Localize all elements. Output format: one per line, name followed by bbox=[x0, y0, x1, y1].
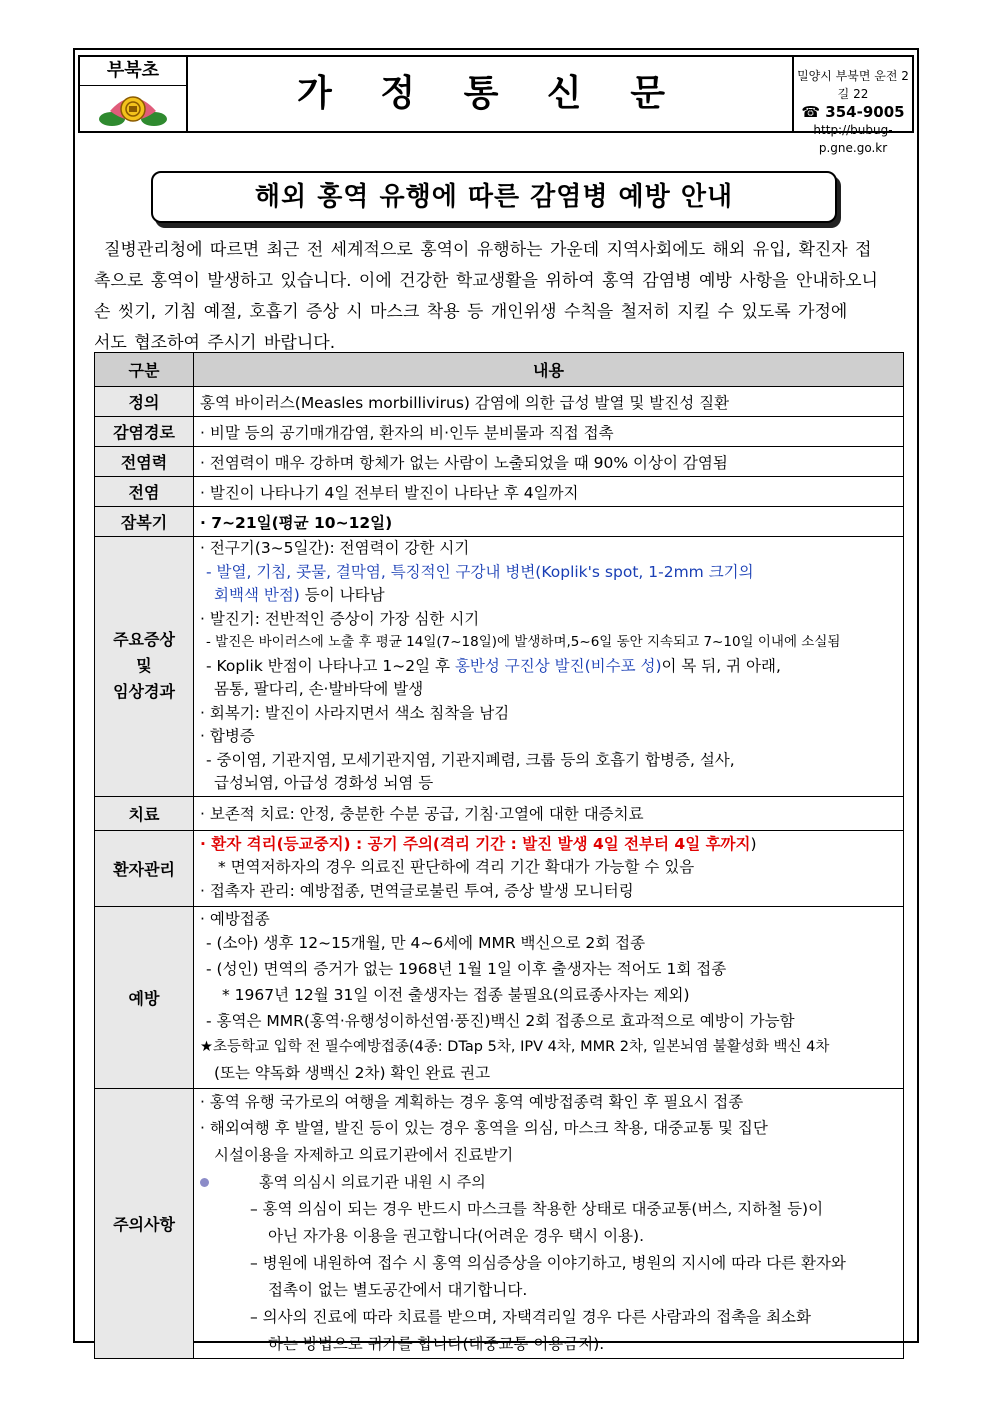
text-line: 아닌 자가용 이용을 권고합니다(어려운 경우 택시 이용). bbox=[268, 1226, 644, 1245]
text-span: · 환자 격리(등교중지) : 공기 주의(격리 기간 : 발진 발생 4일 전부터 4일 후까지 bbox=[200, 834, 751, 853]
notice-title-banner: 해외 홍역 유행에 따른 감염병 예방 안내 bbox=[151, 171, 837, 223]
text-line: · 합병증 bbox=[200, 727, 255, 745]
row-content bbox=[194, 1088, 904, 1358]
label-line: 주요증상 bbox=[113, 630, 175, 650]
text-line: * 1967년 12월 31일 이전 출생자는 접종 불필요(의료종사자는 제외) bbox=[222, 986, 690, 1004]
table-row bbox=[95, 417, 904, 447]
text-line: - (소아) 생후 12~15개월, 만 4~6세에 MMR 백신으로 2회 접종 bbox=[206, 934, 646, 952]
text-line: 급성뇌염, 아급성 경화성 뇌염 등 bbox=[214, 774, 434, 792]
row-content: · 비말 등의 공기매개감염, 환자의 비·인두 분비물과 직접 접촉 bbox=[194, 417, 904, 447]
table-row bbox=[95, 1088, 904, 1358]
row-content: · 전염력이 매우 강하며 항체가 없는 사람이 노출되었을 때 90% 이상이 감염됨 bbox=[194, 447, 904, 477]
school-name: 부북초 bbox=[80, 57, 186, 86]
school-url[interactable]: http://bubug-p.gne.go.kr bbox=[813, 123, 893, 155]
text-line bbox=[200, 833, 897, 857]
row-content: · 발진이 나타나기 4일 전부터 발진이 나타난 후 4일까지 bbox=[194, 477, 904, 507]
bullet-dot-icon bbox=[200, 1178, 209, 1187]
text-span: 이 목 뒤, 귀 아래, bbox=[661, 656, 781, 675]
newsletter-title: 가 정 통 신 문 bbox=[188, 57, 794, 131]
text-span: - Koplik 반점이 나타나고 1~2일 후 bbox=[206, 656, 455, 675]
intro-line: 손 씻기, 기침 예절, 호흡기 증상 시 마스크 착용 등 개인위생 수칙을 철저히 지킬 수 있도록 가정에 bbox=[94, 302, 848, 322]
school-phone: ☎ 354-9005 bbox=[801, 103, 905, 121]
text-line: · 예방접종 bbox=[200, 910, 270, 928]
text-line: - 홍역은 MMR(홍역·유행성이하선염·풍진)백신 2회 접종으로 효과적으로 예방이 가능함 bbox=[206, 1012, 795, 1030]
text-line: – 홍역 의심이 되는 경우 반드시 마스크를 착용한 상태로 대중교통(버스, 지하철 등)이 bbox=[250, 1199, 824, 1218]
row-content bbox=[194, 906, 904, 1088]
text-line: ★초등학교 입학 전 필수예방접종(4종: DTap 5차, IPV 4차, MMR 2차, 일본뇌염 불활성화 백신 4차 bbox=[200, 1039, 830, 1055]
intro-line: 서도 협조하여 주시기 바랍니다. bbox=[94, 333, 336, 353]
table-header-row bbox=[95, 353, 904, 387]
label-line: 및 bbox=[136, 656, 152, 676]
row-label: 전염 bbox=[95, 477, 194, 507]
row-content: · 7~21일(평균 10~12일) bbox=[194, 507, 904, 537]
row-label bbox=[95, 537, 194, 797]
text-line: 몸통, 팔다리, 손·발바닥에 발생 bbox=[214, 680, 424, 698]
row-label: 잠복기 bbox=[95, 507, 194, 537]
text-line: – 병원에 내원하여 접수 시 홍역 의심증상을 이야기하고, 병원의 지시에 따라 다른 환자와 bbox=[250, 1253, 846, 1272]
text-line: 시설이용을 자제하고 의료기관에서 진료받기 bbox=[214, 1145, 514, 1164]
table-row bbox=[95, 447, 904, 477]
text-line: * 면역저하자의 경우 의료진 판단하에 격리 기간 확대가 가능할 수 있음 bbox=[218, 858, 695, 877]
newsletter-header bbox=[78, 55, 914, 155]
text-line: 하는 방법으로 귀가를 합니다(대중교통 이용금지). bbox=[268, 1334, 605, 1353]
table-row bbox=[95, 537, 904, 797]
text-span: 등이 나타남 bbox=[299, 586, 385, 604]
text-line: · 해외여행 후 발열, 발진 등이 있는 경우 홍역을 의심, 마스크 착용, 대중교통 및 집단 bbox=[200, 1118, 768, 1137]
text-line bbox=[200, 1169, 897, 1196]
row-label: 주의사항 bbox=[95, 1088, 194, 1358]
row-label: 정의 bbox=[95, 387, 194, 417]
row-label: 치료 bbox=[95, 796, 194, 830]
text-span: 홍반성 구진상 발진(비수포 성) bbox=[454, 656, 662, 675]
table-row bbox=[95, 507, 904, 537]
text-line: (또는 약독화 생백신 2차) 확인 완료 권고 bbox=[214, 1064, 491, 1082]
text-line: · 회복기: 발진이 사라지면서 색소 침착을 남김 bbox=[200, 703, 510, 722]
intro-line: 촉으로 홍역이 발생하고 있습니다. 이에 건강한 학교생활을 위하여 홍역 감염병 예방 사항을 안내하오니 bbox=[94, 271, 878, 291]
header-category: 구분 bbox=[95, 353, 194, 387]
measles-info-table bbox=[94, 352, 904, 1359]
row-content: · 보존적 치료: 안정, 충분한 수분 공급, 기침·고열에 대한 대증치료 bbox=[194, 796, 904, 830]
text-line: · 접촉자 관리: 예방접종, 면역글로불린 투여, 증상 발생 모니터링 bbox=[200, 881, 634, 900]
school-box bbox=[80, 57, 188, 131]
text-line: · 홍역 유행 국가로의 여행을 계획하는 경우 홍역 예방접종력 확인 후 필요시 접종 bbox=[200, 1092, 744, 1111]
text-line: – 의사의 진료에 따라 치료를 받으며, 자택격리일 경우 다른 사람과의 접촉을 최소화 bbox=[250, 1307, 811, 1326]
table-row bbox=[95, 906, 904, 1088]
text-span: 회백색 반점) bbox=[214, 586, 300, 604]
text-line: · 전구기(3~5일간): 전염력이 강한 시기 bbox=[200, 539, 470, 557]
table-row bbox=[95, 796, 904, 830]
text-line bbox=[200, 655, 897, 679]
label-line: 임상경과 bbox=[113, 682, 175, 702]
row-label: 환자관리 bbox=[95, 830, 194, 906]
row-content bbox=[194, 537, 904, 797]
text-span: ) bbox=[750, 834, 757, 853]
school-contact bbox=[794, 57, 912, 155]
row-label: 예방 bbox=[95, 906, 194, 1088]
row-content bbox=[194, 830, 904, 906]
text-line: - 발진은 바이러스에 노출 후 평균 14일(7~18일)에 발생하며,5~6일 동안 지속되고 7~10일 이내에 소실됨 bbox=[206, 634, 841, 650]
table-row bbox=[95, 477, 904, 507]
school-emblem-icon bbox=[98, 89, 168, 129]
text-line: · 발진기: 전반적인 증상이 가장 심한 시기 bbox=[200, 609, 480, 628]
intro-paragraph bbox=[94, 235, 902, 359]
table-row bbox=[95, 830, 904, 906]
row-content: 홍역 바이러스(Measles morbillivirus) 감염에 의한 급성 발열 및 발진성 질환 bbox=[194, 387, 904, 417]
header-content: 내용 bbox=[194, 353, 904, 387]
text-line: - 중이염, 기관지염, 모세기관지염, 기관지폐렴, 크룹 등의 호흡기 합병증, 설사, bbox=[206, 750, 735, 769]
text-line: - 발열, 기침, 콧물, 결막염, 특징적인 구강내 병변(Koplik's spot, 1-2mm 크기의 bbox=[206, 562, 754, 581]
text-line bbox=[200, 584, 897, 608]
text-line: 접촉이 없는 별도공간에서 대기합니다. bbox=[268, 1280, 528, 1299]
school-address: 밀양시 부북면 운전 2길 22 bbox=[797, 69, 909, 101]
table-row bbox=[95, 387, 904, 417]
text-line: - (성인) 면역의 증거가 없는 1968년 1월 1일 이후 출생자는 적어도 1회 접종 bbox=[206, 960, 727, 978]
intro-line: 질병관리청에 따르면 최근 전 세계적으로 홍역이 유행하는 가운데 지역사회에도 해외 유입, 확진자 접 bbox=[104, 240, 872, 260]
row-label: 전염력 bbox=[95, 447, 194, 477]
text-span: 홍역 의심시 의료기관 내원 시 주의 bbox=[259, 1172, 486, 1191]
row-label: 감염경로 bbox=[95, 417, 194, 447]
